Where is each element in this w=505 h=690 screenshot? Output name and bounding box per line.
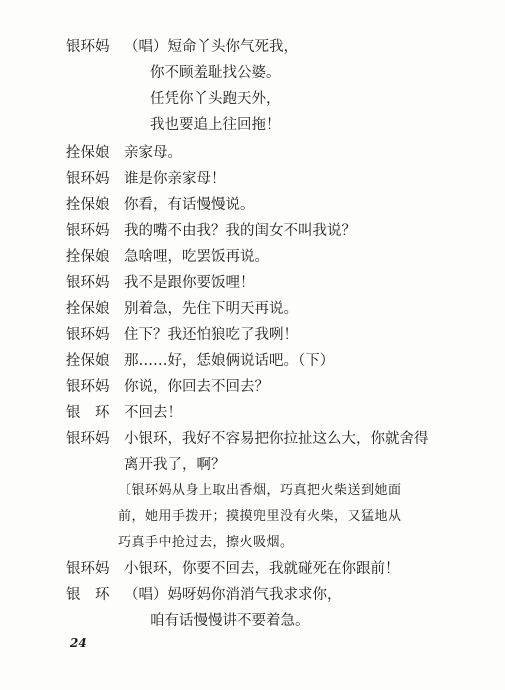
line-text: 谁是你亲家母！ [124,171,226,187]
line-text: 不回去！ [124,405,182,421]
line-text: 咱有话慢慢讲不要着急。 [150,613,310,629]
speaker-name: 银 环 [66,587,110,603]
dialogue-line [0,504,505,530]
dialogue-line [0,608,505,634]
speaker-name: 银环妈 [66,223,110,239]
line-text: 任凭你丫头跑天外， [150,91,281,107]
dialogue-line [0,60,505,86]
dialogue-line [0,348,505,374]
line-text: 你不顾羞耻找公婆。 [150,65,281,81]
line-text: 你看，有话慢慢说。 [124,197,255,213]
dialogue-line [0,400,505,426]
dialogue-line [0,112,505,138]
speaker-name: 银环妈 [66,275,110,291]
stage-direction: 巧真手中抢过去，擦火吸烟。 [118,535,294,550]
dialogue-line [0,530,505,556]
line-text: 离开我了，啊？ [124,457,226,473]
stage-direction: 前，她用手拨开；摸摸兜里没有火柴，又猛地从 [118,509,402,524]
dialogue-line [0,452,505,478]
line-text: 小银环，我好不容易把你拉扯这么大，你就舍得 [124,431,429,447]
speaker-name: 拴保娘 [66,145,110,161]
speaker-name: 银环妈 [66,431,110,447]
page-number: 24 [70,636,87,650]
dialogue-line [0,478,505,504]
dialogue-line [0,166,505,192]
dialogue-line [0,322,505,348]
speaker-name: 拴保娘 [66,301,110,317]
line-text: （唱）妈呀妈你消消气我求求你， [124,587,342,603]
dialogue-line [0,140,505,166]
line-text: 小银环，你要不回去，我就碰死在你跟前！ [124,561,400,577]
dialogue-line [0,192,505,218]
line-text: （唱）短命丫头你气死我， [124,39,298,55]
dialogue-line [0,296,505,322]
dialogue-line [0,556,505,582]
speaker-name: 银环妈 [66,39,110,55]
line-text: 亲家母。 [124,145,182,161]
speaker-name: 银 环 [66,405,110,421]
dialogue-line [0,86,505,112]
stage-direction: 〔银环妈从身上取出香烟，巧真把火柴送到她面 [118,483,402,498]
line-text: 你说，你回去不回去？ [124,379,269,395]
line-text: 我的嘴不由我？我的闺女不叫我说？ [124,223,356,239]
speaker-name: 银环妈 [66,379,110,395]
dialogue-line [0,270,505,296]
line-text: 我不是跟你要饭哩！ [124,275,255,291]
line-text: 急啥哩，吃罢饭再说。 [124,249,269,265]
dialogue-line [0,244,505,270]
line-text: 那……好，恁娘俩说话吧。（下） [124,353,335,369]
line-text: 住下？我还怕狼吃了我咧！ [124,327,298,343]
dialogue-line [0,34,505,60]
speaker-name: 银环妈 [66,171,110,187]
speaker-name: 银环妈 [66,327,110,343]
line-text: 我也要追上往回拖！ [150,117,281,133]
dialogue-line [0,374,505,400]
dialogue-line [0,582,505,608]
line-text: 别着急，先住下明天再说。 [124,301,298,317]
dialogue-line [0,218,505,244]
speaker-name: 拴保娘 [66,249,110,265]
speaker-name: 拴保娘 [66,197,110,213]
dialogue-line [0,426,505,452]
speaker-name: 银环妈 [66,561,110,577]
speaker-name: 拴保娘 [66,353,110,369]
